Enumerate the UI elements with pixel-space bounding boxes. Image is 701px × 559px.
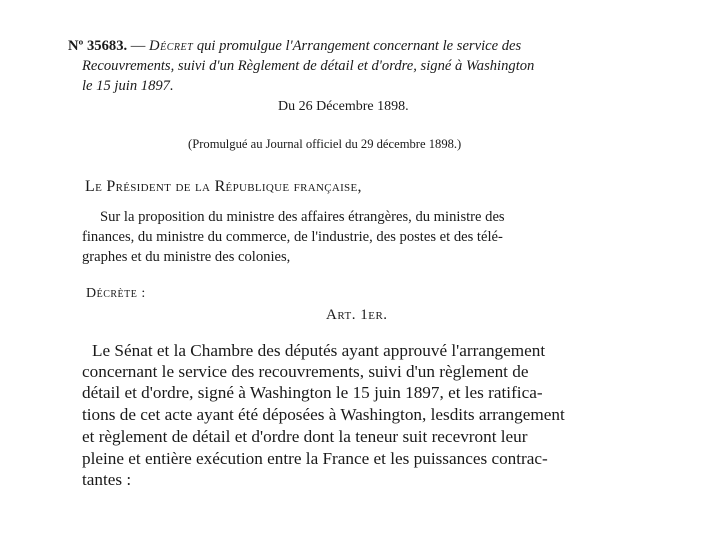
decree-heading-line-1 [68, 38, 521, 55]
article-line-5: et règlement de détail et d'ordre dont la teneur suit recevront leur [82, 427, 528, 446]
decree-heading-line-2: Recouvrements, suivi d'un Règlement de détail et d'ordre, signé à Washington [82, 58, 535, 74]
decree-date: Du 26 Décembre 1898. [278, 99, 409, 114]
article-line-2: concernant le service des recouvrements, suivi d'un règlement de [82, 362, 529, 381]
proposition-line-2: finances, du ministre du commerce, de l'industrie, des postes et des télé- [82, 229, 503, 245]
article-line-1: Le Sénat et la Chambre des députés ayant approuvé l'arrangement [92, 341, 546, 360]
decree-number: Nº 35683. [68, 38, 128, 54]
promulgation-note: (Promulgué au Journal officiel du 29 décembre 1898.) [188, 137, 462, 151]
article-line-4: tions de cet acte ayant été déposées à Washington, lesdits arrangement [82, 405, 565, 424]
decree-heading-line-3: le 15 juin 1897. [82, 78, 174, 94]
proposition-line-3: graphes et du ministre des colonies, [82, 249, 291, 265]
heading-dash: — [130, 38, 146, 54]
article-line-7: tantes : [82, 470, 132, 489]
proposition-line-1: Sur la proposition du ministre des affaires étrangères, du ministre des [100, 209, 505, 225]
decree-label: Décret [149, 38, 194, 54]
article-line-3: détail et d'ordre, signé à Washington le 15 juin 1897, et les ratifica- [82, 383, 543, 402]
president-heading: Le Président de la République française, [85, 178, 362, 195]
heading-text-1: qui promulgue l'Arrangement concernant le service des [196, 38, 522, 54]
article-line-6: pleine et entière exécution entre la France et les puissances contrac- [82, 449, 548, 468]
article-title: Art. 1er. [326, 307, 388, 323]
decrete-label: Décrète : [86, 286, 146, 301]
